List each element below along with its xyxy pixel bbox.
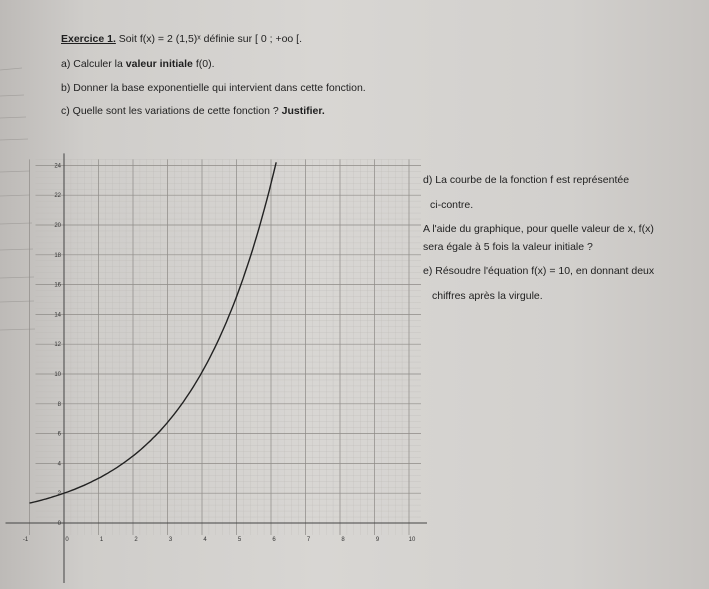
question-e-line2: chiffres après la virgule. xyxy=(432,290,543,302)
question-a-pre: a) Calculer la xyxy=(61,58,126,70)
x-tick-label: -1 xyxy=(22,537,29,543)
question-b: b) Donner la base exponentielle qui intervient dans cette fonction. xyxy=(61,82,366,94)
x-tick-label: 5 xyxy=(237,537,242,543)
graph-minor-grid xyxy=(36,159,422,535)
y-tick-label: 18 xyxy=(54,252,61,259)
exercise-formula: f(x) = 2 (1,5)ˣ xyxy=(139,33,201,45)
question-a-bold: valeur initiale xyxy=(125,58,193,70)
x-tick-label: 2 xyxy=(134,537,138,543)
graph-x-ticks xyxy=(23,537,416,543)
x-tick-label: 1 xyxy=(99,537,104,543)
y-tick-label: 10 xyxy=(54,372,61,378)
y-tick-label: 0 xyxy=(57,521,61,527)
function-curve xyxy=(30,162,277,503)
y-tick-label: 8 xyxy=(57,401,61,408)
question-d-line1: d) La courbe de la fonction f est représentée xyxy=(423,174,630,186)
graph-curve-layer xyxy=(30,162,277,503)
x-tick-label: 7 xyxy=(306,537,311,543)
y-tick-label: 2 xyxy=(57,491,61,498)
graph-y-ticks xyxy=(54,163,61,527)
y-tick-label: 4 xyxy=(57,461,61,468)
x-tick-label: 4 xyxy=(203,537,207,543)
question-d-line2: ci-contre. xyxy=(430,199,474,211)
y-tick-label: 6 xyxy=(57,431,61,438)
x-tick-label: 10 xyxy=(408,537,416,543)
x-tick-label: 0 xyxy=(65,537,69,543)
exercise-heading: Exercice 1. xyxy=(61,33,116,45)
x-tick-label: 6 xyxy=(272,537,276,543)
y-tick-label: 22 xyxy=(54,193,61,200)
y-tick-label: 12 xyxy=(54,342,61,349)
graph-major-grid xyxy=(30,159,422,535)
question-graph-line2: sera égale à 5 fois la valeur initiale ? xyxy=(423,241,593,253)
x-tick-label: 9 xyxy=(375,537,380,543)
y-tick-label: 14 xyxy=(54,312,61,319)
y-tick-label: 24 xyxy=(54,163,61,170)
question-c-bold: Justifier. xyxy=(281,105,325,117)
x-tick-label: 3 xyxy=(168,537,173,543)
exercise-interval: [ 0 ; +oo [. xyxy=(255,33,303,45)
y-tick-label: 16 xyxy=(54,282,61,289)
x-tick-label: 8 xyxy=(341,537,345,543)
question-e-line1: e) Résoudre l'équation f(x) = 10, en donnant deux xyxy=(423,265,655,277)
question-graph-line1: A l'aide du graphique, pour quelle valeur de x, f(x) xyxy=(423,223,654,235)
y-tick-label: 20 xyxy=(54,223,61,229)
exercise-intro-post: définie sur xyxy=(200,33,256,45)
question-c-pre: c) Quelle sont les variations de cette fonction ? xyxy=(61,105,282,117)
question-a-post: f(0). xyxy=(192,58,215,70)
exercise-intro-pre: Soit xyxy=(115,33,140,45)
